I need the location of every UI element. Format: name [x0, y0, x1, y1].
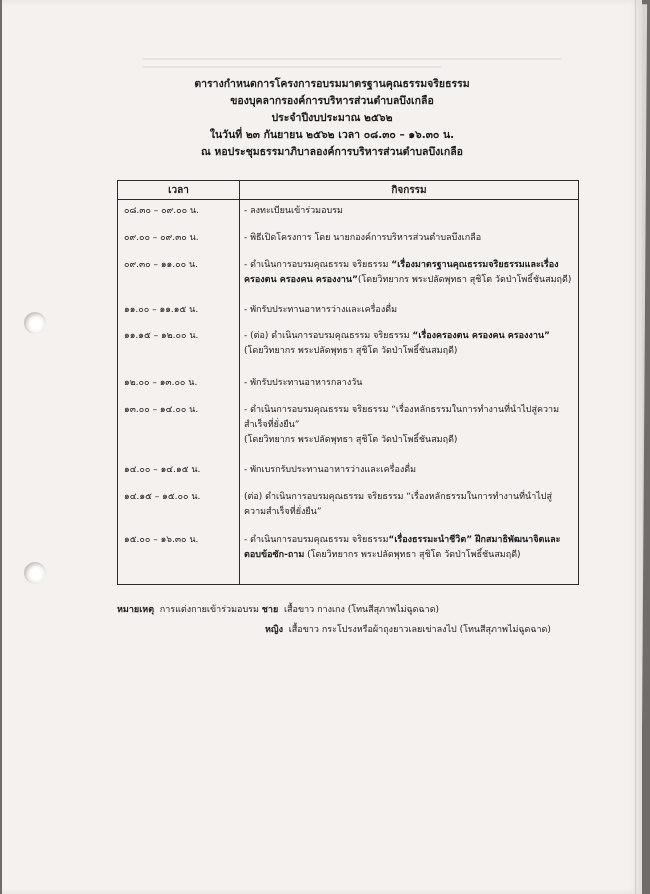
header-title: ตารางกำหนดการโครงการอบรมมาตรฐานคุณธรรมจริยธรรม [194, 78, 470, 90]
row-time: ๐๙.๐๐ – ๐๙.๓๐ น. [124, 233, 199, 243]
activity-text: - ดำเนินการอบรมคุณธรรม จริยธรรม “เรื่องหลักธรรมในการทำงานที่นำไปสู่ความสำเร็จที่ยั่งยืน” [244, 405, 560, 430]
punch-hole-icon [24, 312, 46, 334]
row-activity [244, 376, 572, 391]
activity-speaker: (โดยวิทยากร พระปลัดพุทธา สุชิโต วัดป่าโพธิ์ชันสมฤดี) [307, 550, 521, 560]
row-time: ๑๒.๐๐ – ๑๓.๐๐ น. [124, 378, 198, 388]
header-date: ในวันที่ ๒๓ กันยายน ๒๕๖๒ เวลา ๐๘.๓๐ – ๑๖.๓๐ น. [209, 129, 455, 141]
column-header-time: เวลา [168, 185, 189, 196]
row-time: ๑๓.๐๐ – ๑๔.๐๐ น. [124, 405, 199, 415]
table-header-row [118, 181, 578, 200]
document-header [122, 76, 542, 161]
remark-female-text: เสื้อขาว กระโปรงหรือผ้าถุงยาวเลยเข่าลงไป (โทนสีสุภาพไม่ฉูดฉาด) [288, 625, 551, 635]
row-time: ๑๑.๑๕ – ๑๒.๐๐ น. [124, 331, 199, 341]
row-time: ๑๔.๐๐ – ๑๔.๑๕ น. [124, 465, 201, 475]
remark-dress-code: การแต่งกายเข้าร่วมอบรม [159, 605, 259, 615]
header-fiscal-year: ประจำปีงบประมาณ ๒๕๖๒ [271, 112, 393, 124]
activity-text: - พิธีเปิดโครงการ โดย นายกองค์การบริหารส่วนตำบลบึงเกลือ [244, 233, 482, 243]
activity-text: - พักเบรกรับประทานอาหารว่างและเครื่องดื่ม [244, 465, 417, 475]
activity-text: - ดำเนินการอบรมคุณธรรม จริยธรรม [244, 535, 389, 545]
activity-speaker: (โดยวิทยากร พระปลัดพุทธา สุชิโต วัดป่าโพธิ์ชันสมฤดี) [357, 275, 572, 285]
remark-female-label: หญิง [265, 625, 283, 635]
activity-speaker: (โดยวิทยากร พระปลัดพุทธา สุชิโต วัดป่าโพธิ์ชันสมฤดี) [244, 435, 458, 445]
page-edge [635, 0, 636, 894]
remark-line-male [117, 600, 597, 620]
row-time: ๑๕.๐๐ – ๑๖.๓๐ น. [124, 535, 199, 545]
remarks [117, 600, 597, 640]
activity-text: - พักรับประทานอาหารกลางวัน [244, 378, 363, 388]
row-time: ๑๔.๑๕ – ๑๕.๐๐ น. [124, 492, 201, 502]
row-activity [244, 403, 572, 448]
row-activity [244, 329, 572, 359]
row-time: ๑๑.๐๐ – ๑๑.๑๕ น. [124, 305, 199, 315]
row-activity [244, 533, 572, 563]
row-activity [244, 204, 572, 219]
header-subtitle: ของบุคลากรองค์การบริหารส่วนตำบลบึงเกลือ [230, 95, 434, 107]
header-venue: ณ หอประชุมธรรมาภิบาลองค์การบริหารส่วนตำบลบึงเกลือ [201, 146, 463, 158]
remark-male-text: เสื้อขาว กางเกง (โทนสีสุภาพไม่ฉูดฉาด) [283, 605, 440, 615]
remark-label: หมายเหตุ [117, 605, 155, 615]
row-activity [244, 258, 572, 288]
bleed-through-text [142, 58, 562, 60]
activity-topic: “เรื่องธรรมะนำชีวิต” ฝึกสมาธิพัฒนาจิตและตอบข้อซัก-ถาม [244, 535, 561, 560]
activity-text: - พักรับประทานอาหารว่างและเครื่องดื่ม [244, 305, 397, 315]
activity-text: - ดำเนินการอบรมคุณธรรม จริยธรรม [244, 260, 392, 270]
document-page [2, 0, 642, 894]
schedule-table [117, 180, 579, 585]
activity-topic: “เรื่องมาตรฐานคุณธรรมจริยธรรมและเรื่องครองตน ครองคน ครองงาน” [244, 260, 559, 285]
row-time: ๐๙.๓๐ – ๑๑.๐๐ น. [124, 260, 198, 270]
punch-hole-icon [24, 562, 46, 584]
column-divider [239, 181, 240, 584]
remark-line-female [117, 620, 597, 640]
bleed-through-text [142, 66, 442, 68]
column-header-activity: กิจกรรม [391, 185, 427, 196]
row-time: ๐๘.๓๐ – ๐๙.๐๐ น. [124, 206, 199, 216]
remark-male-label: ชาย [261, 605, 279, 615]
row-activity [244, 463, 572, 478]
activity-text: - (ต่อ) ดำเนินการอบรมคุณธรรม จริยธรรม [244, 331, 413, 341]
activity-topic: “เรื่องครองตน ครองคน ครองงาน” [412, 331, 550, 341]
row-activity [244, 303, 572, 318]
row-activity [244, 490, 572, 520]
activity-speaker: (โดยวิทยากร พระปลัดพุทธา สุชิโต วัดป่าโพธิ์ชันสมฤดี) [244, 346, 458, 356]
row-activity [244, 231, 572, 246]
activity-text: (ต่อ) ดำเนินการอบรมคุณธรรม จริยธรรม “เรื่องหลักธรรมในการทำงานที่นำไปสู่ความสำเร็จที่ยั่งยืน” [244, 492, 552, 517]
activity-text: - ลงทะเบียนเข้าร่วมอบรม [244, 206, 343, 216]
